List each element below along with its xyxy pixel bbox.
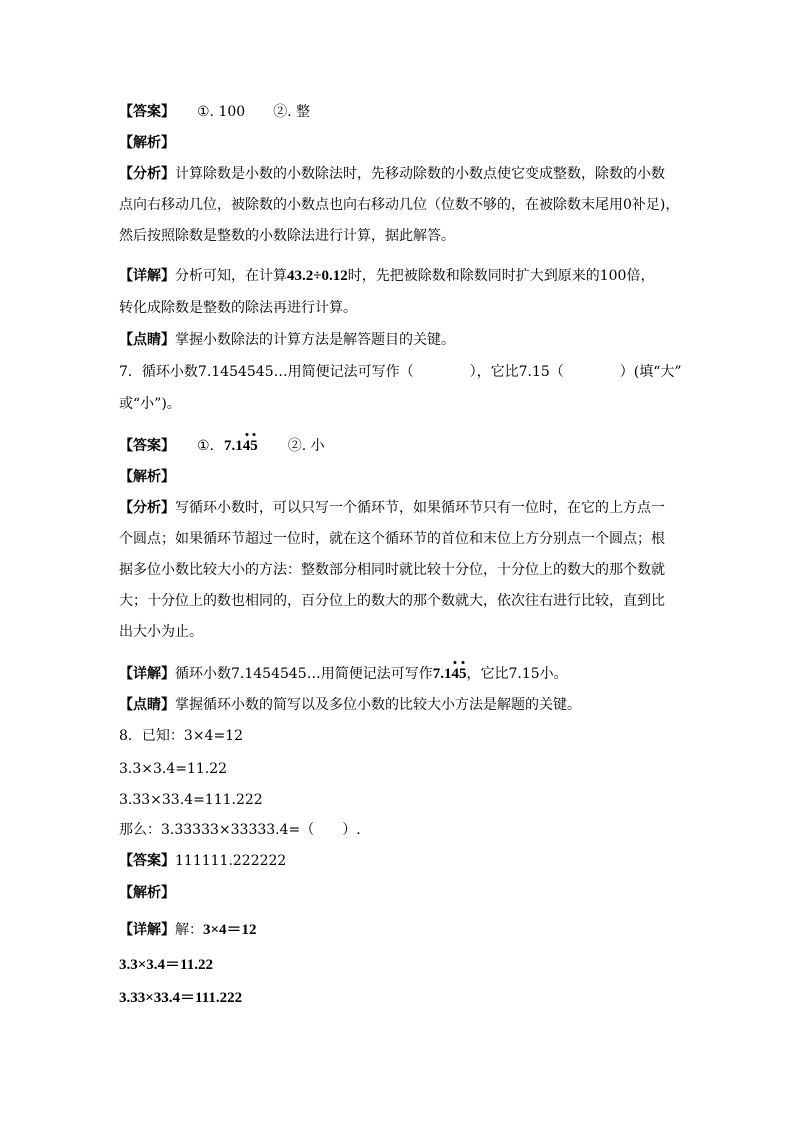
answer-item-1-prefix: ①.	[197, 438, 215, 454]
digit: 4	[451, 666, 459, 682]
digit: 4	[242, 438, 251, 454]
q8-xiangjie-line	[119, 922, 257, 938]
dianjing-tag: 【点睛】	[119, 697, 175, 713]
fenxi-text: 写循环小数时，可以只写一个循环节，如果循环节只有一位时，在它的上方点一	[175, 500, 665, 516]
equation-3: 3.33×33.4＝111.222	[119, 990, 243, 1006]
repeat-digit-last	[250, 438, 258, 454]
q7-question-line-1: 7．循环小数7.1454545…用简便记法可写作（ ），它比7.15（ ）(填“大”	[119, 364, 682, 380]
digit: 5	[250, 438, 258, 454]
decimal-base: 7.1	[224, 438, 243, 454]
q7-fenxi-line-2: 个圆点；如果循环节超过一位时，就在这个循环节的首位和末位上方分别点一个圆点；根	[119, 531, 665, 547]
repeat-dot-icon	[461, 661, 464, 664]
q6-fenxi-line-2: 点向右移动几位，被除数的小数点也向右移动几位（位数不够的，在被除数末尾用0补足)，	[119, 197, 680, 213]
answer-text: 111111.222222	[175, 853, 287, 869]
repeating-decimal	[224, 438, 258, 454]
xiangjie-text: 分析可知，在计算	[175, 268, 287, 284]
analysis-tag: 【解析】	[119, 469, 175, 485]
equation-2: 3.3×3.4＝11.22	[119, 957, 213, 973]
q6-dianjing-line	[119, 332, 455, 348]
q7-fenxi-line-4: 大；十分位上的数也相同的，百分位上的数大的那个数就大，依次往右进行比较，直到比	[119, 593, 665, 609]
dianjing-text: 掌握循环小数的简写以及多位小数的比较大小方法是解题的关键。	[175, 697, 581, 713]
repeat-digit-last	[459, 666, 467, 682]
answer-item-2: ②. 整	[273, 104, 311, 120]
analysis-tag: 【解析】	[119, 135, 175, 151]
q7-fenxi-line-5: 出大小为止。	[119, 624, 203, 640]
xiangjie-text: 循环小数7.1454545…用简便记法可写作	[175, 666, 433, 682]
decimal-base: 7.1	[432, 666, 452, 682]
answer-item-1: ①. 100	[197, 104, 246, 120]
q6-answer-line	[119, 104, 310, 120]
repeat-dot-icon	[245, 433, 248, 436]
repeat-digit-first	[243, 438, 251, 454]
repeat-digit-first	[451, 666, 459, 682]
q6-fenxi-line-1	[119, 166, 665, 182]
xiangjie-tag: 【详解】	[119, 922, 175, 938]
q6-xiangjie-line-1	[119, 268, 654, 284]
fenxi-text: 计算除数是小数的小数除法时，先移动除数的小数点使它变成整数，除数的小数	[175, 166, 665, 182]
xiangjie-tag: 【详解】	[119, 268, 175, 284]
q8-question-line-4: 那么：3.33333×33333.4=（ ）.	[119, 822, 361, 838]
answer-tag: 【答案】	[119, 853, 175, 869]
analysis-tag: 【解析】	[119, 885, 175, 901]
q8-question-line-1: 8．已知：3×4=12	[119, 728, 243, 744]
xiangjie-text: 解：	[175, 922, 203, 938]
equation-1: 3×4＝12	[203, 922, 257, 938]
q7-xiangjie-line	[119, 666, 568, 682]
q7-dianjing-line	[119, 697, 581, 713]
q7-fenxi-line-1	[119, 500, 665, 516]
q8-question-line-3: 3.33×33.4=111.222	[119, 792, 263, 808]
repeat-dot-icon	[454, 661, 457, 664]
dianjing-text: 掌握小数除法的计算方法是解答题目的关键。	[175, 332, 455, 348]
division-expression: 43.2÷0.12	[287, 268, 348, 284]
xiangjie-text-post: ，它比7.15小。	[466, 666, 568, 682]
q7-fenxi-line-3: 据多位小数比较大小的方法：整数部分相同时就比较十分位，十分位上的数大的那个数就	[119, 562, 665, 578]
answer-tag: 【答案】	[119, 104, 175, 120]
q7-question-line-2: 或“小”)。	[119, 396, 181, 412]
q7-answer-line	[119, 438, 325, 454]
q8-question-line-2: 3.3×3.4=11.22	[119, 761, 228, 777]
q8-answer-line	[119, 853, 286, 869]
xiangjie-tag: 【详解】	[119, 666, 175, 682]
fenxi-tag: 【分析】	[119, 166, 175, 182]
q6-fenxi-line-3: 然后按照除数是整数的小数除法进行计算，据此解答。	[119, 228, 455, 244]
answer-item-2: ②. 小	[287, 438, 325, 454]
repeat-dot-icon	[253, 433, 256, 436]
repeating-decimal	[433, 666, 467, 682]
dianjing-tag: 【点睛】	[119, 332, 175, 348]
answer-tag: 【答案】	[119, 438, 175, 454]
q6-xiangjie-line-2: 转化成除数是整数的除法再进行计算。	[119, 300, 357, 316]
fenxi-tag: 【分析】	[119, 500, 175, 516]
digit: 5	[458, 666, 467, 682]
xiangjie-text-post: 时，先把被除数和除数同时扩大到原来的100倍，	[347, 268, 655, 284]
